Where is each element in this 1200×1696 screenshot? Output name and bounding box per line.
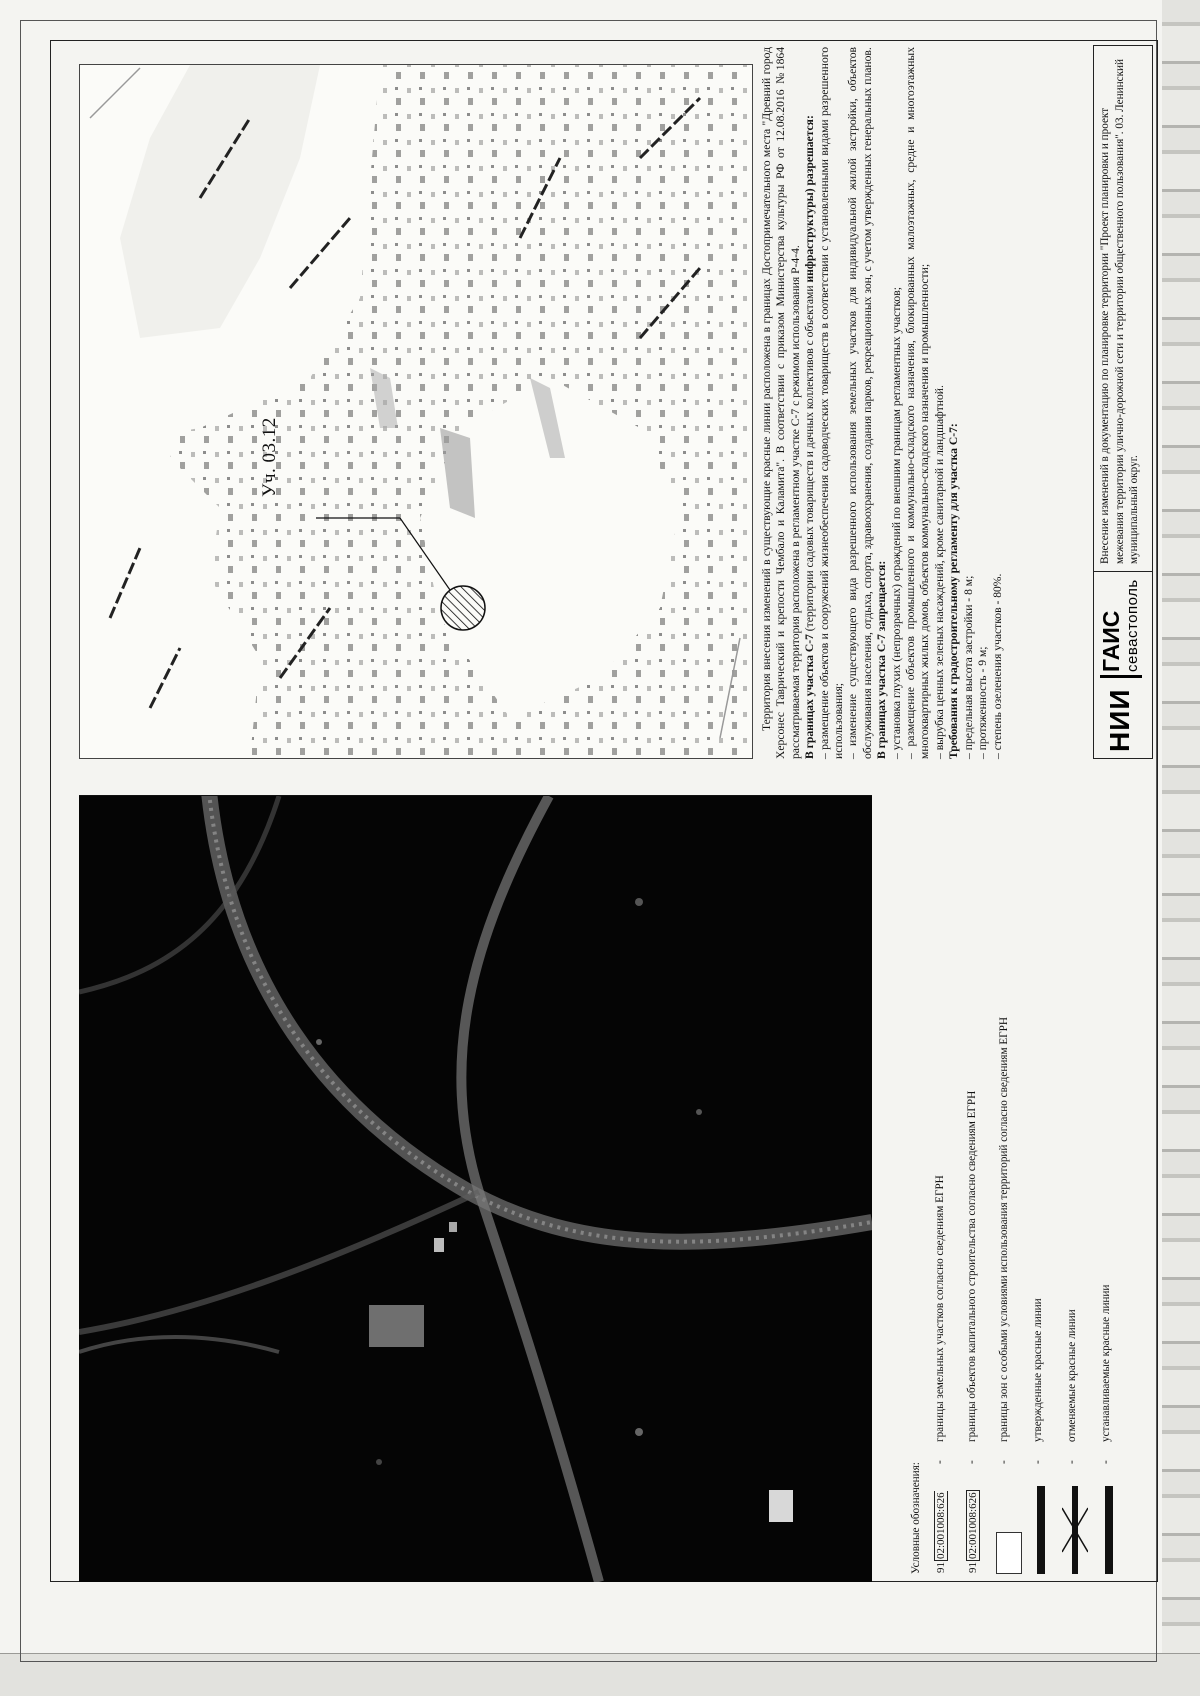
forbidden-heading: В границах участка С-7 запрещается:	[875, 560, 889, 759]
logo-divider	[1100, 675, 1142, 678]
legend-swatch-special-zones	[996, 1532, 1022, 1574]
cadastral-prefix: 91	[935, 1562, 947, 1573]
legend-dash: -	[1032, 1460, 1044, 1464]
legend-label: границы объектов капитального строительства согласно сведениям ЕГРН	[966, 1090, 978, 1442]
legend-label: устанавливаемые красные линии	[1100, 1284, 1112, 1442]
aerial-map	[79, 795, 872, 1582]
site-plan-map	[79, 64, 753, 759]
legend-dash: -	[934, 1460, 946, 1464]
cadastral-prefix: 91	[967, 1562, 979, 1573]
requirements-heading: Требования к градостроительному регламенту для участка С-7:	[947, 423, 961, 759]
niigais-logo	[1094, 571, 1152, 758]
aerial-map-drawing	[79, 796, 872, 1582]
scan-edge-right	[1162, 0, 1200, 1696]
allowed-heading-tail: (территории садовых товариществ и дачных коллективов с объектами	[803, 282, 817, 635]
legend-row-land-plots	[930, 782, 960, 1582]
legend-swatch-capital-objects	[962, 1486, 988, 1574]
landscape-sheet	[50, 40, 1158, 1582]
cadastral-code: 02:001008:626	[935, 1492, 947, 1559]
plot-label: Уч. 03.12	[259, 417, 280, 497]
site-plan-drawing	[80, 65, 752, 758]
allowed-item: – изменение существующего вида разрешенного использования земельных участков для индивидуальной жилой застройки, объектов обслуживания населения, отдыха, спорта, здравоохранения, создания парков, рекреационных зон, с учетом утвержденных генеральных планов.	[846, 47, 874, 759]
legend-dash: -	[966, 1460, 978, 1464]
legend-swatch-land-plots	[930, 1486, 956, 1574]
description-allowed-intro	[803, 47, 817, 759]
zoning-description	[760, 47, 1005, 759]
legend-title: Условные обозначения:	[910, 1462, 922, 1574]
legend-row-cancelled-red-lines	[1062, 782, 1092, 1582]
cadastral-number	[967, 1490, 979, 1574]
project-title: Внесение изменений в документацию по планировке территории "Проект планировки и проект межевания территории улично-дорожной сети и территории общественного пользования". 03. Ленинский муниципальный округ.	[1099, 59, 1140, 564]
legend-label: границы зон с особыми условиями использования территорий согласно сведениям ЕГРН	[998, 1017, 1010, 1442]
legend-dash: -	[1066, 1460, 1078, 1464]
legend-swatch-approved-red-lines	[1028, 1486, 1054, 1574]
cadastral-code: 02:001008:626	[967, 1492, 979, 1559]
legend-row-approved-red-lines	[1028, 782, 1058, 1582]
description-intro: Территория внесения изменений в существующие красные линии расположена в границах Достопримечательного места "Древний город Херсонес Таврический и крепости Чембало и Каламита". В соответствии с приказом Министерства культуры РФ от 12.08.2016 №1864 рассматриваемая территория расположена в регламентном участке С-7 с режимом использования Р-4-4.	[760, 47, 802, 759]
requirement-item: – протяженность - 9 м;	[976, 646, 990, 759]
allowed-heading: В границах участка С-7	[803, 634, 817, 759]
allowed-item: – размещение объектов и сооружений жизнеобеспечения садоводческих товариществ в соответствии с установленными видами разрешенного использования;	[817, 47, 846, 759]
requirement-item: – предельная высота застройки - 8 м;	[961, 575, 975, 759]
legend-label: утвержденные красные линии	[1032, 1298, 1044, 1442]
forbidden-item: – вырубка ценных зеленых насаждений, кроме санитарной и ландшафтной.	[932, 385, 946, 759]
logo-text-gais: ГАИС	[1098, 610, 1124, 672]
legend-dash: -	[1100, 1460, 1112, 1464]
legend-label: отменяемые красные линии	[1066, 1309, 1078, 1442]
logo-text-nii: НИИ	[1104, 688, 1135, 752]
legend-row-special-zones	[994, 782, 1024, 1582]
allowed-heading-end: инфраструктуры) разрешается:	[803, 115, 817, 283]
requirement-item: – степень озеленения участков - 80%.	[990, 573, 1004, 759]
legend-dash: -	[998, 1460, 1010, 1464]
legend-label: границы земельных участков согласно сведениям ЕГРН	[934, 1175, 946, 1442]
forbidden-item: – установка глухих (непрозрачных) ограждений по внешним границам регламентных участков;	[889, 287, 903, 759]
logo-text-city: севастополь	[1124, 579, 1141, 672]
forbidden-item: – размещение объектов промышленного и коммунально-складского назначения, блокированных малоэтажных, средне и многоэтажных многоквартирных жилых домов, объектов коммунально-складского назначения и промышленности;	[904, 47, 932, 759]
legend-row-new-red-lines	[1096, 782, 1126, 1582]
cadastral-number	[935, 1491, 947, 1574]
legend-swatch-cancelled-red-lines	[1062, 1486, 1088, 1574]
title-block	[1093, 45, 1153, 759]
legend-row-capital-objects	[962, 782, 992, 1582]
legend	[910, 782, 1150, 1582]
legend-swatch-new-red-lines	[1096, 1486, 1122, 1574]
